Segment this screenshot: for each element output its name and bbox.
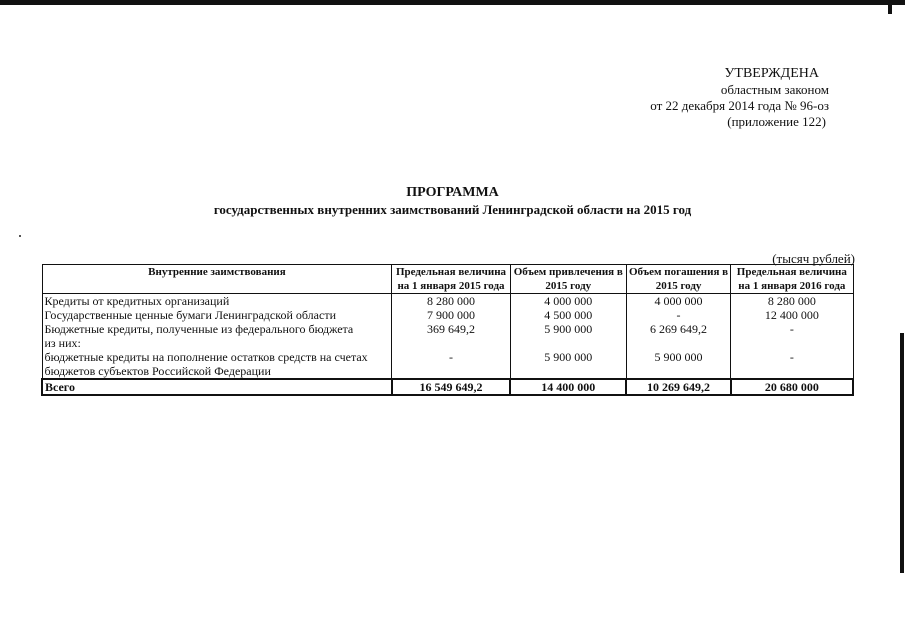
row-repaid: - (626, 308, 730, 322)
row-limit-2016: 8 280 000 (731, 294, 853, 309)
row-limit-2015: - (392, 350, 510, 379)
table-total-row (42, 379, 853, 395)
header-limit-2015: Предельная величина на 1 января 2015 года (392, 265, 510, 294)
row-repaid: 5 900 000 (626, 350, 730, 379)
row-name: Государственные ценные бумаги Ленинградской области (42, 308, 392, 322)
header-repaid: Объем погашения в 2015 году (626, 265, 730, 294)
document-title (0, 184, 905, 218)
approval-line-2: областным законом (720, 82, 829, 97)
row-raised: 4 500 000 (510, 308, 626, 322)
table-row (42, 294, 853, 309)
row-limit-2016 (731, 336, 853, 350)
approval-line-4: (приложение 122) (727, 114, 826, 129)
row-limit-2016: 12 400 000 (731, 308, 853, 322)
row-raised (510, 336, 626, 350)
header-raised: Объем привлечения в 2015 году (510, 265, 626, 294)
row-raised: 5 900 000 (510, 350, 626, 379)
units-label: (тысяч рублей) (772, 251, 855, 266)
row-name: Бюджетные кредиты, полученные из федерального бюджета (42, 322, 392, 336)
row-repaid: 4 000 000 (626, 294, 730, 309)
table-row (42, 322, 853, 336)
row-repaid (626, 336, 730, 350)
row-name: из них: (42, 336, 392, 350)
scan-corner-mark (888, 0, 892, 14)
row-limit-2016: - (731, 322, 853, 336)
table-row (42, 350, 853, 379)
scan-top-border (0, 0, 905, 5)
row-raised: 5 900 000 (510, 322, 626, 336)
header-borrowings: Внутренние заимствования (42, 265, 392, 294)
row-name: Кредиты от кредитных организаций (42, 294, 392, 309)
table-header-row (42, 265, 853, 294)
title-main: ПРОГРАММА (406, 185, 499, 200)
borrowings-table (41, 264, 854, 396)
total-repaid: 10 269 649,2 (626, 379, 730, 395)
table-row (42, 308, 853, 322)
scan-speck (19, 235, 21, 237)
row-limit-2015: 8 280 000 (392, 294, 510, 309)
approval-line-1: УТВЕРЖДЕНА (724, 66, 819, 81)
total-limit-2015: 16 549 649,2 (392, 379, 510, 395)
table-row (42, 336, 853, 350)
row-limit-2015 (392, 336, 510, 350)
row-raised: 4 000 000 (510, 294, 626, 309)
approval-line-3: от 22 декабря 2014 года № 96-оз (650, 98, 829, 113)
title-sub: государственных внутренних заимствований Ленинградской области на 2015 год (213, 202, 692, 217)
row-limit-2015: 7 900 000 (392, 308, 510, 322)
total-name: Всего (42, 379, 392, 395)
row-repaid: 6 269 649,2 (626, 322, 730, 336)
row-name: бюджетные кредиты на пополнение остатков средств на счетах бюджетов субъектов Российской Федерации (42, 350, 392, 379)
total-raised: 14 400 000 (510, 379, 626, 395)
approval-stamp (650, 66, 829, 130)
row-limit-2015: 369 649,2 (392, 322, 510, 336)
scan-right-edge-mark (900, 333, 904, 573)
header-limit-2016: Предельная величина на 1 января 2016 года (731, 265, 853, 294)
row-limit-2016: - (731, 350, 853, 379)
total-limit-2016: 20 680 000 (731, 379, 853, 395)
